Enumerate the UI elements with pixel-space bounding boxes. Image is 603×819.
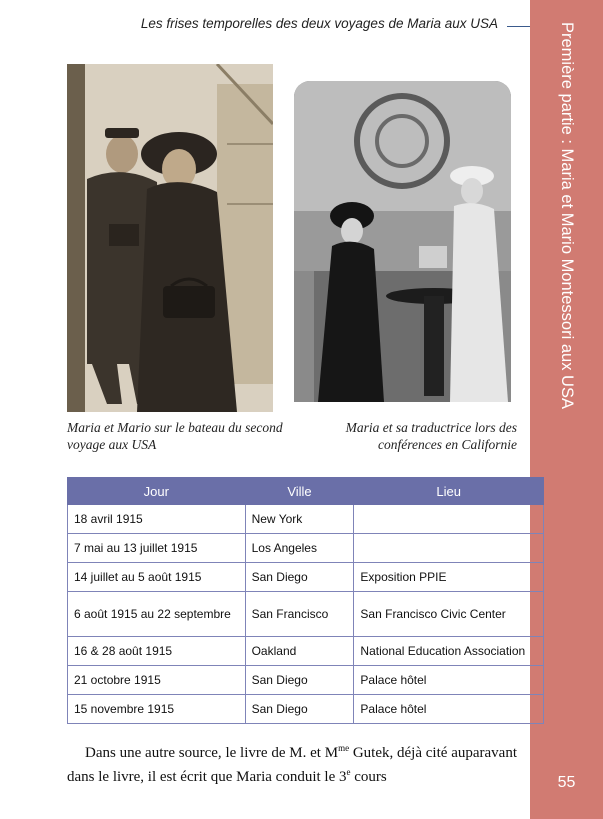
body-text-part: Dans une autre source, le livre de M. et M <box>85 745 339 761</box>
chapter-title: Première partie : Maria et Mario Montessori aux USA <box>558 22 576 409</box>
table-row <box>68 563 544 592</box>
schedule-table <box>67 477 544 724</box>
column-header-city: Ville <box>245 478 354 505</box>
cell-city: Los Angeles <box>245 534 354 563</box>
table-header-row <box>68 478 544 505</box>
cell-place: Exposition PPIE <box>354 563 544 592</box>
cell-city: New York <box>245 505 354 534</box>
cell-place: National Education Association <box>354 637 544 666</box>
cell-city: Oakland <box>245 637 354 666</box>
body-text-part: Gutek, déjà cité auparavant dans le livre, il est écrit que Maria conduit le 3 <box>67 745 517 785</box>
photo-maria-mario-boat <box>67 64 273 412</box>
superscript: me <box>338 743 350 753</box>
column-header-day: Jour <box>68 478 246 505</box>
cell-day: 16 & 28 août 1915 <box>68 637 246 666</box>
photo-left-illustration <box>67 64 273 412</box>
cell-day: 14 juillet au 5 août 1915 <box>68 563 246 592</box>
cell-city: San Francisco <box>245 592 354 637</box>
cell-place: San Francisco Civic Center <box>354 592 544 637</box>
table-row <box>68 666 544 695</box>
superscript: e <box>346 767 351 777</box>
column-header-place: Lieu <box>354 478 544 505</box>
table-row <box>68 505 544 534</box>
cell-city: San Diego <box>245 666 354 695</box>
cell-day: 18 avril 1915 <box>68 505 246 534</box>
page-header: Les frises temporelles des deux voyages de Maria aux USA <box>140 16 498 31</box>
cell-place <box>354 534 544 563</box>
photo-maria-translator <box>291 78 514 405</box>
header-rule <box>507 26 530 27</box>
table-row <box>68 637 544 666</box>
photo-right-illustration <box>294 81 511 402</box>
table-row <box>68 695 544 724</box>
cell-day: 15 novembre 1915 <box>68 695 246 724</box>
cell-day: 7 mai au 13 juillet 1915 <box>68 534 246 563</box>
table-row <box>68 592 544 637</box>
cell-place: Palace hôtel <box>354 695 544 724</box>
cell-day: 21 octobre 1915 <box>68 666 246 695</box>
table-row <box>68 534 544 563</box>
body-paragraph <box>67 739 517 787</box>
cell-city: San Diego <box>245 563 354 592</box>
page-number: 55 <box>557 774 576 791</box>
cell-city: San Diego <box>245 695 354 724</box>
cell-place: Palace hôtel <box>354 666 544 695</box>
body-text-part: cours <box>350 769 387 785</box>
cell-place <box>354 505 544 534</box>
caption-left: Maria et Mario sur le bateau du second voyage aux USA <box>67 420 283 452</box>
caption-right: Maria et sa traductrice lors des conférences en Californie <box>345 420 517 452</box>
cell-day: 6 août 1915 au 22 septembre <box>68 592 246 637</box>
